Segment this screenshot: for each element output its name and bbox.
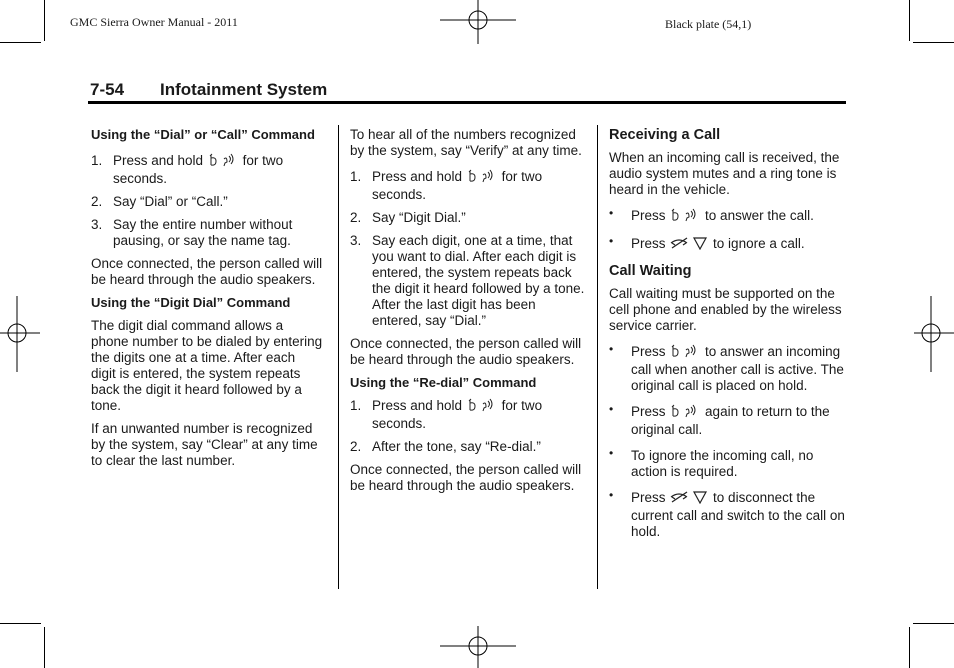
push-to-talk-icon (669, 208, 701, 226)
registration-mark-bottom (440, 626, 516, 668)
crop-mark (913, 623, 954, 624)
list-item: • Press to answer the call. (609, 208, 847, 226)
steps-re-dial (350, 398, 585, 455)
list-item: 2. Say “Dial” or “Call.” (91, 194, 228, 209)
push-to-talk-icon (466, 398, 498, 416)
bullet-icon: • (609, 402, 614, 416)
bullet-icon: • (609, 446, 614, 460)
column-1 (91, 127, 323, 476)
section-rule (88, 101, 846, 104)
steps-digit-dial (350, 169, 585, 329)
bullets-receiving (609, 208, 847, 254)
paragraph: Once connected, the person called will be heard through the audio speakers. (350, 336, 582, 367)
registration-mark-right (914, 296, 954, 372)
section-heading (90, 80, 327, 100)
push-to-talk-icon (207, 153, 239, 171)
list-item: 3. Say each digit, one at a time, that you want to dial. After each digit is entered, the system repeats back the digit it heard followed by a tone. After the last digit has been entered, say “Dial.” (350, 233, 585, 328)
list-item: 1. Press and hold for two seconds. (91, 153, 284, 186)
steps-dial-call (91, 153, 323, 249)
list-item: • To ignore the incoming call, no action is required. (609, 446, 814, 479)
subheading-digit-dial: Using the “Digit Dial” Command (91, 295, 291, 310)
plate-label: Black plate (54,1) (665, 17, 752, 31)
paragraph: The digit dial command allows a phone number to be dialed by entering the digits one at a time. After each digit is entered, the system repeats back the digit it heard followed by a tone. (91, 318, 323, 413)
list-item: • Press to ignore a call. (609, 236, 847, 254)
push-to-talk-icon (669, 344, 701, 362)
crop-mark (0, 42, 41, 43)
section-title: Infotainment System (160, 80, 328, 99)
list-item: • Press again to return to the original call. (609, 402, 830, 437)
list-item: 1. Press and hold for two seconds. (350, 169, 543, 202)
bullets-call-waiting (609, 344, 847, 540)
crop-mark (909, 0, 910, 41)
registration-mark-left (0, 296, 40, 372)
bullet-icon: • (609, 342, 614, 356)
subheading-re-dial: Using the “Re-dial” Command (350, 375, 537, 390)
column-divider (597, 125, 598, 589)
subheading-dial-call: Using the “Dial” or “Call” Command (91, 127, 315, 142)
list-item: 2. Say “Digit Dial.” (350, 210, 466, 225)
paragraph: Call waiting must be supported on the cell phone and enabled by the wireless service carrier. (609, 286, 842, 333)
paragraph: To hear all of the numbers recognized by the system, say “Verify” at any time. (350, 127, 582, 158)
bullet-icon: • (609, 234, 614, 248)
end-call-mute-icon (669, 236, 709, 254)
list-item: • Press to answer an incoming call when another call is active. The original call is placed on hold. (609, 342, 844, 393)
registration-mark-top (440, 0, 516, 44)
page-number: 7-54 (90, 80, 125, 99)
list-item: • Press to disconnect the current call and switch to the call on hold. (609, 488, 845, 539)
crop-mark (44, 627, 45, 668)
list-item: 1. Press and hold for two seconds. (350, 398, 543, 431)
paragraph: When an incoming call is received, the audio system mutes and a ring tone is heard in the vehicle. (609, 150, 840, 197)
bullet-icon: • (609, 488, 614, 502)
paragraph: Once connected, the person called will be heard through the audio speakers. (91, 256, 323, 287)
push-to-talk-icon (669, 404, 701, 422)
paragraph: Once connected, the person called will be heard through the audio speakers. (350, 462, 582, 493)
crop-mark (913, 42, 954, 43)
bullet-icon: • (609, 206, 614, 220)
column-2 (350, 127, 585, 501)
list-item: 2. After the tone, say “Re-dial.” (350, 439, 541, 454)
push-to-talk-icon (466, 169, 498, 187)
paragraph: If an unwanted number is recognized by the system, say “Clear” at any time to clear the last number. (91, 421, 318, 468)
list-item: 3. Say the entire number without pausing, or say the name tag. (91, 217, 293, 248)
heading-call-waiting: Call Waiting (609, 263, 692, 279)
column-divider (338, 125, 339, 589)
heading-receiving-call: Receiving a Call (609, 127, 721, 143)
end-call-mute-icon (669, 490, 709, 508)
crop-mark (909, 627, 910, 668)
crop-mark (44, 0, 45, 41)
column-3 (609, 127, 847, 547)
crop-mark (0, 623, 41, 624)
document-title: GMC Sierra Owner Manual - 2011 (70, 15, 238, 29)
